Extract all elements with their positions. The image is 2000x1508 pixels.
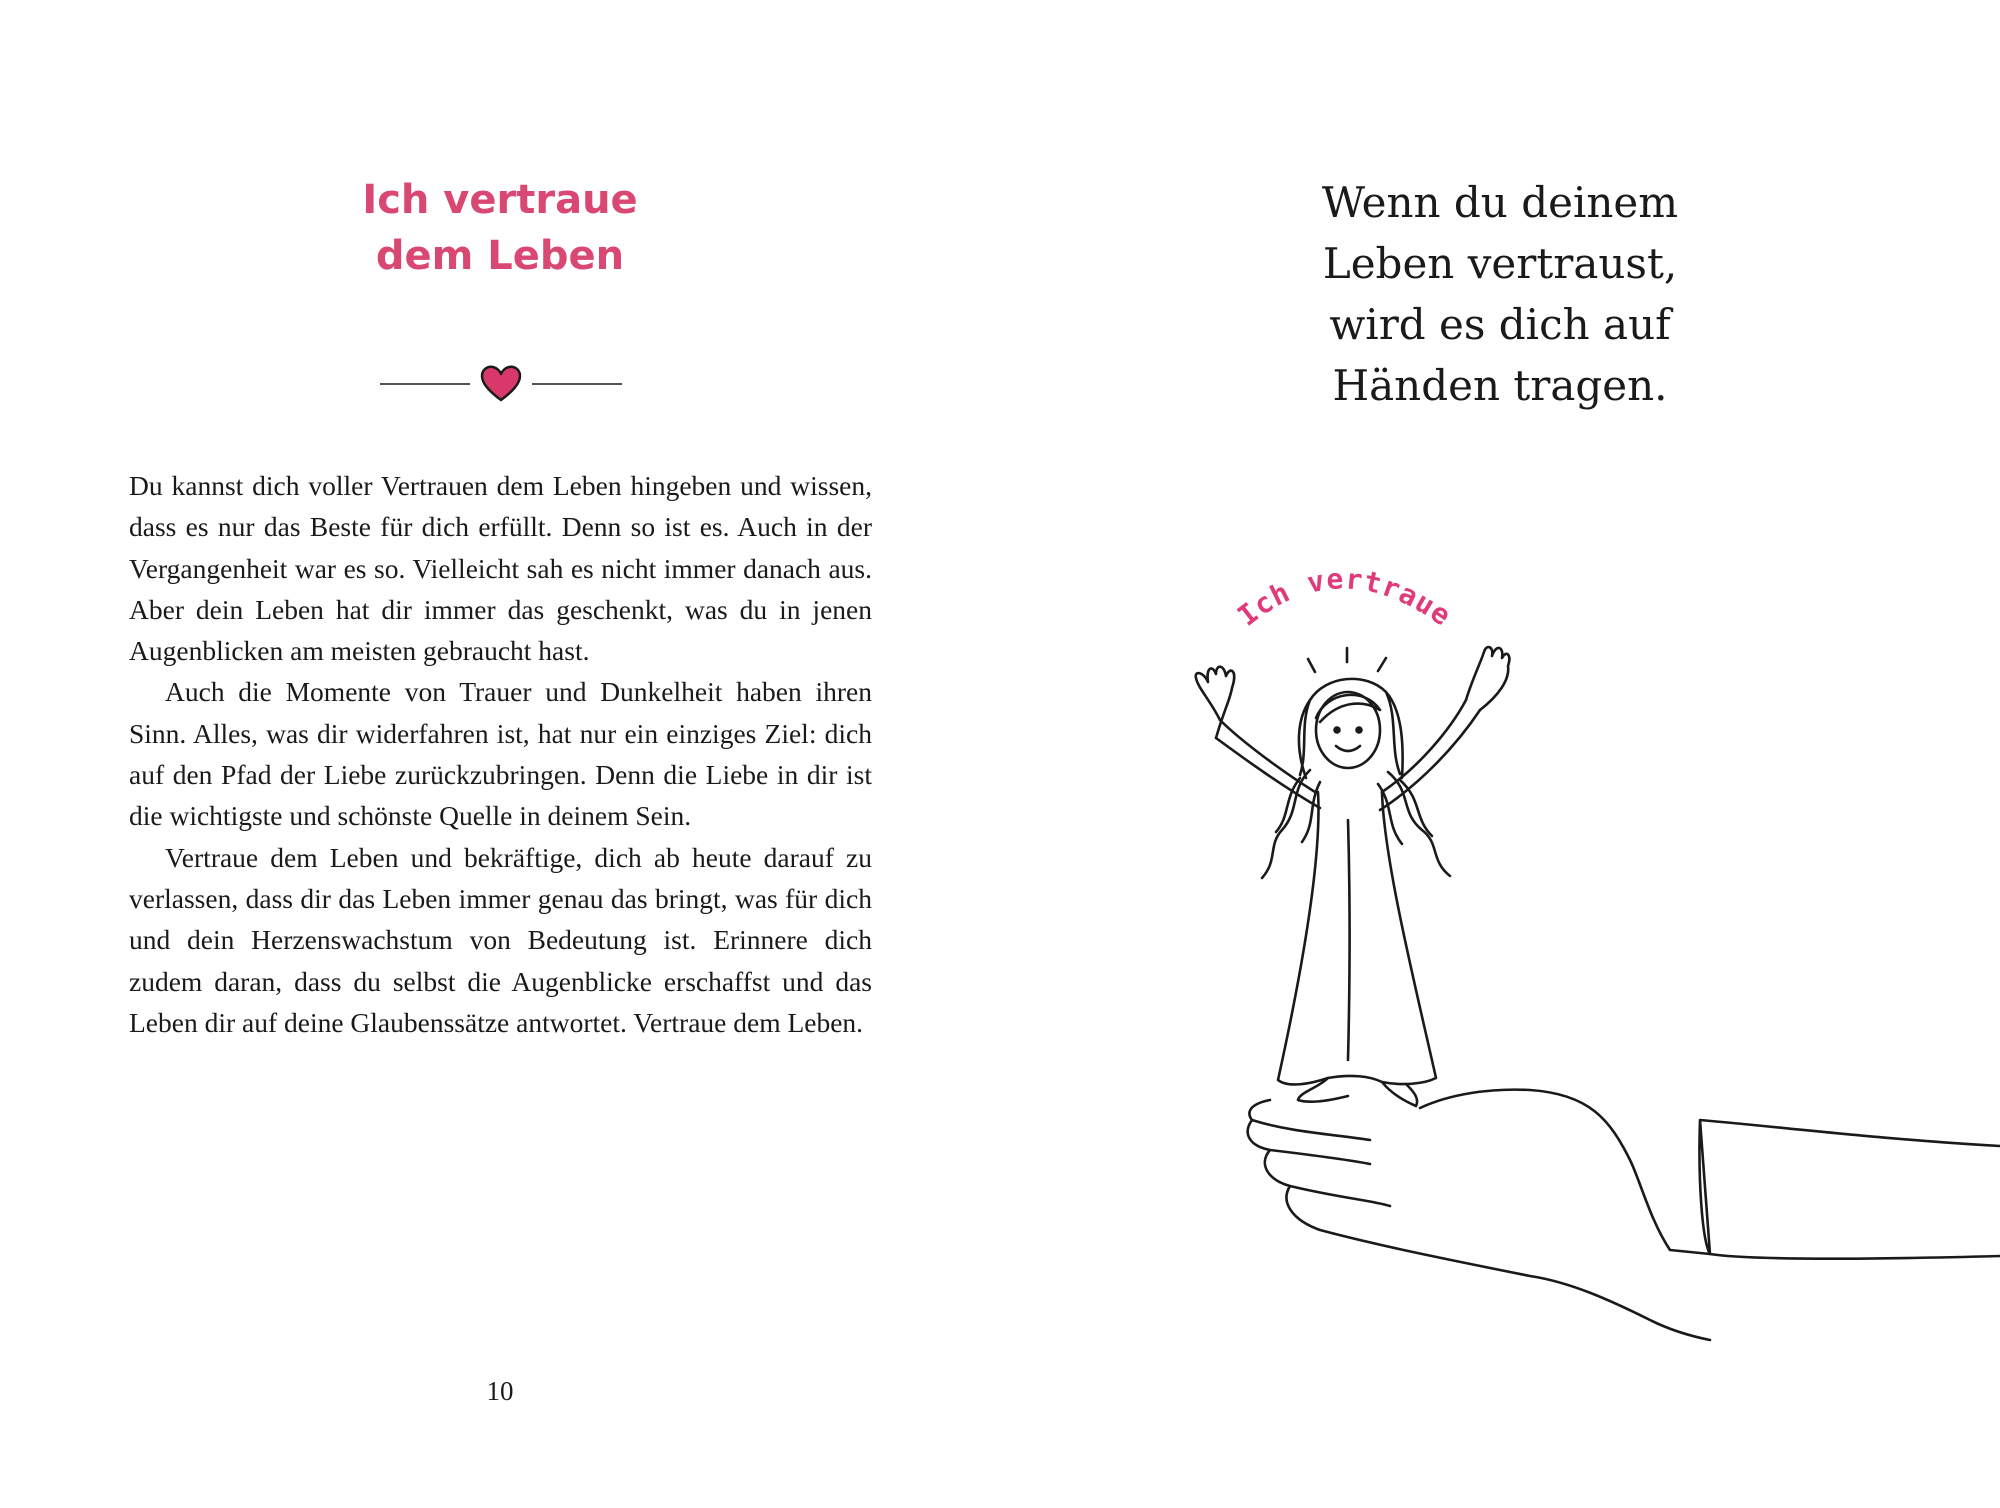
eye-right: [1357, 728, 1362, 733]
woman-on-hand-illustration: [1150, 560, 2000, 1440]
right-page: [1000, 0, 2000, 1508]
quote: [1200, 172, 1800, 416]
dress-icon: [1278, 792, 1436, 1084]
page-number: 10: [486, 1376, 514, 1406]
illustration-arc-text: [1231, 562, 1457, 632]
eye-left: [1335, 728, 1340, 733]
heart-divider: [378, 364, 624, 404]
body-text: [129, 465, 872, 1043]
quote-line: Leben vertraust,: [1322, 239, 1678, 288]
sleeve-icon: [1699, 1120, 2000, 1259]
body-paragraph: Auch die Momente von Trauer und Dunkelheit haben ihren Sinn. Alles, was dir widerfahren ist, hat nur ein einziges Ziel: dich auf den Pfad der Liebe zurückzubringen. Denn die Liebe in dir ist die wichtigste und schönste Quelle in deinem Sein.: [129, 676, 872, 832]
smile: [1336, 746, 1360, 751]
hand-right: [1466, 647, 1509, 710]
radiance-lines-icon: [1308, 648, 1386, 672]
body-paragraph: Vertraue dem Leben und bekräftige, dich ab heute darauf zu verlassen, dass dir das Leben immer genau das bringt, was für dich und dein Herzenswachstum von Bedeutung ist. Erinnere dich zudem daran, dass du selbst die Augenblicke erschaffst und das Leben dir auf deine Glaubenssätze antwortet. Vertraue dem Leben.: [129, 841, 872, 1038]
quote-line: Wenn du deinem: [1321, 178, 1679, 227]
arc-text-path: Ich vertraue: [1231, 562, 1458, 633]
chapter-title-line: dem Leben: [375, 233, 625, 279]
palm-hand-icon: [1248, 1090, 1710, 1340]
chapter-title: [200, 172, 800, 284]
quote-line: wird es dich auf: [1329, 300, 1671, 349]
body-paragraph: Du kannst dich voller Vertrauen dem Leben hingeben und wissen, dass es nur das Beste für dich erfüllt. Denn so ist es. Auch in der Vergangenheit war es so. Vielleicht sah es nicht immer danach aus. Aber dein Leben hat dir immer das geschenkt, was du in jenen Augenblicken am meisten gebraucht hast.: [129, 470, 872, 667]
dress-fold: [1348, 820, 1350, 1060]
quote-line: Händen tragen.: [1332, 361, 1668, 410]
heart-icon: [482, 367, 520, 400]
hair-fringe: [1316, 695, 1380, 722]
hair-strands-left: [1262, 770, 1320, 878]
chapter-title-line: Ich vertraue: [362, 177, 638, 223]
